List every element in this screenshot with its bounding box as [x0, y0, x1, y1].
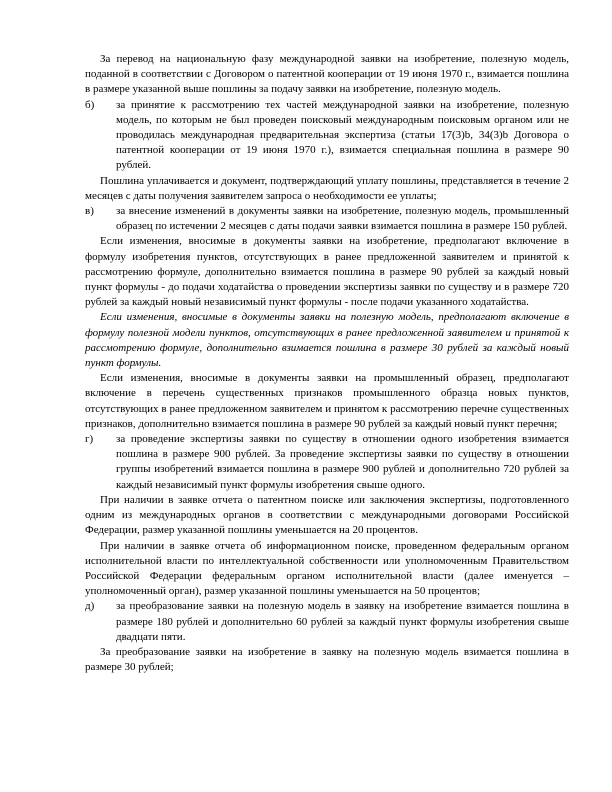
- list-item-text: за проведение экспертизы заявки по существу в отношении одного изобретения взимается пошлина в размере 900 рублей. За проведение экспертизы заявки по существу в отношении группы изобретений взимается пошлина в размере 900 рублей и дополнительно 720 рублей за каждый независимый пункт формулы изобретения свыше одного.: [116, 433, 569, 491]
- list-item-v: [85, 204, 569, 234]
- list-item-text: за преобразование заявки на полезную модель в заявку на изобретение взимается пошлина в размере 180 рублей и дополнительно 60 рублей за каждый пункт формулы изобретения свыше двадцати пяти.: [116, 600, 569, 643]
- list-item-b: [85, 98, 569, 174]
- paragraph-payment-term: Пошлина уплачивается и документ, подтверждающий уплату пошлины, представляется в течение 2 месяцев с даты получения заявителем запроса о необходимости ее уплаты;: [85, 174, 569, 202]
- list-item-letter: б): [85, 98, 95, 111]
- paragraph-conversion: За преобразование заявки на изобретение в заявку на полезную модель взимается пошлина в размере 30 рублей;: [85, 645, 569, 674]
- paragraph-invention-claims: Если изменения, вносимые в документы заявки на изобретение, предполагают включение в формулу изобретения пунктов, отсутствующих в ранее предложенной заявителем и принятой к рассмотрению формуле, дополнительно взимается пошлина в размере 90 рублей за каждый новый пункт формулы - до подачи ходатайства о проведении экспертизы заявки по существу и в размере 720 рублей за каждый новый независимый пункт формулы - после подачи указанного ходатайства.: [85, 235, 569, 309]
- paragraph-information-search: При наличии в заявке отчета об информационном поиске, проведенном федеральным органом исполнительной власти по интеллектуальной собственности или уполномоченным Правительством Российской Федерации федеральным органом исполнительной власти (далее именуется – уполномоченный орган), размер указанной пошлины уменьшается на 50 процентов;: [85, 539, 569, 598]
- list-item-letter: в): [85, 205, 94, 218]
- list-item-d: [85, 599, 569, 645]
- list-item-letter: г): [85, 433, 94, 446]
- list-item-text: за принятие к рассмотрению тех частей международной заявки на изобретение, полезную модель, по которым не был проведен поисковый международным поисковым органом или не проводилась международная предварительная экспертиза (статьи 17(3)b, 34(3)b Договора о патентной кооперации от 19 июня 1970 г.), взимается специальная пошлина в размере 90 рублей.: [116, 98, 569, 172]
- paragraph-international-report: При наличии в заявке отчета о патентном поиске или заключения экспертизы, подготовленного одним из международных органов в соответствии с международными договорами Российской Федерации, размер указанной пошлины уменьшается на 20 процентов.: [85, 493, 569, 537]
- paragraph-national-phase: За перевод на национальную фазу международной заявки на изобретение, полезную модель, поданной в соответствии с Договором о патентной кооперации от 19 июня 1970 г., взимается пошлина в размере указанной выше пошлины за подачу заявки на изобретение, полезную модель.: [85, 53, 569, 96]
- list-item-g: [85, 432, 569, 493]
- list-item-letter: д): [85, 600, 95, 613]
- list-item-text: за внесение изменений в документы заявки на изобретение, полезную модель, промышленный образец по истечении 2 месяцев с даты подачи заявки взимается пошлина в размере 150 рублей.: [116, 205, 569, 233]
- document-page: [85, 52, 569, 675]
- paragraph-industrial-design: Если изменения, вносимые в документы заявки на промышленный образец, предполагают включение в перечень существенных признаков промышленного образца новых пунктов, отсутствующих в ранее предложенном заявителем и принятом к рассмотрению перечне существенных признаков, дополнительно взимается пошлина в размере 90 рублей за каждый новый пункт перечня;: [85, 372, 569, 430]
- paragraph-utility-model-claims: Если изменения, вносимые в документы заявки на полезную модель, предполагают включение в формулу полезной модели пунктов, отсутствующих в ранее предложенной заявителем и принятой к рассмотрению формуле, дополнительно взимается пошлина в размере 30 рублей за каждый новый пункт формулы.: [85, 311, 569, 370]
